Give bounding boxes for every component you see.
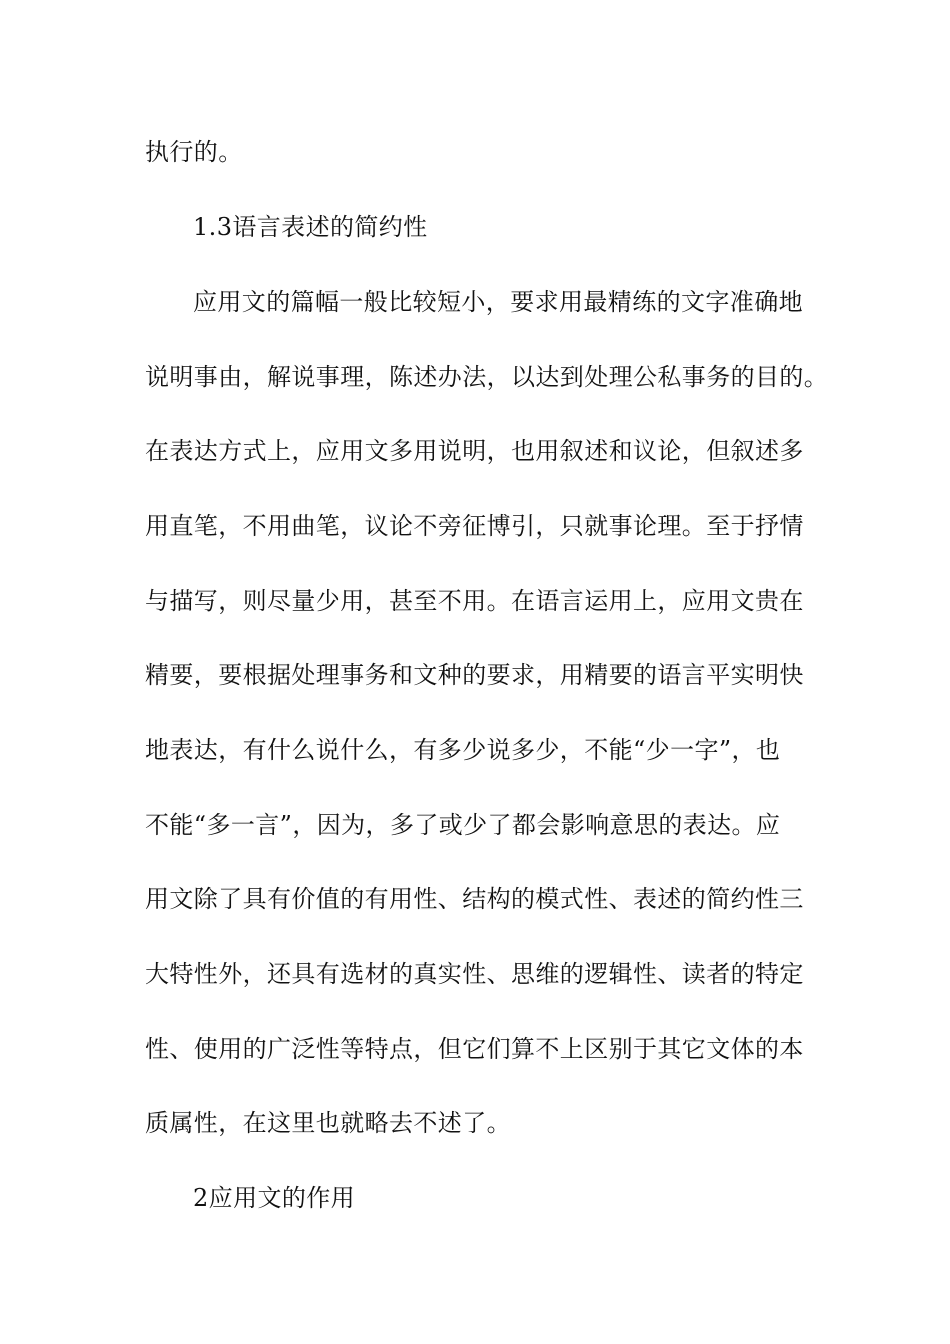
paragraph-line: 说明事由，解说事理，陈述办法，以达到处理公私事务的目的。	[145, 363, 829, 391]
text-line-continuation: 执行的。	[145, 138, 243, 166]
paragraph-line: 性、使用的广泛性等特点，但它们算不上区别于其它文体的本	[145, 1035, 804, 1063]
paragraph-line: 不能“多一言”，因为，多了或少了都会影响意思的表达。应	[145, 811, 781, 839]
paragraph-line: 用直笔，不用曲笔，议论不旁征博引，只就事论理。至于抒情	[145, 512, 804, 540]
paragraph-line: 应用文的篇幅一般比较短小，要求用最精练的文字准确地	[193, 288, 803, 316]
section-heading-1-3: 1.3语言表述的简约性	[193, 213, 428, 241]
paragraph-line: 与描写，则尽量少用，甚至不用。在语言运用上，应用文贵在	[145, 587, 804, 615]
paragraph-line: 精要，要根据处理事务和文种的要求，用精要的语言平实明快	[145, 661, 804, 689]
paragraph-line: 大特性外，还具有选材的真实性、思维的逻辑性、读者的特定	[145, 960, 804, 988]
section-heading-2: 2应用文的作用	[193, 1184, 356, 1212]
paragraph-line: 质属性，在这里也就略去不述了。	[145, 1109, 511, 1137]
paragraph-line: 用文除了具有价值的有用性、结构的模式性、表述的简约性三	[145, 885, 804, 913]
paragraph-line: 在表达方式上，应用文多用说明，也用叙述和议论，但叙述多	[145, 437, 804, 465]
paragraph-line: 地表达，有什么说什么，有多少说多少，不能“少一字”，也	[145, 736, 781, 764]
